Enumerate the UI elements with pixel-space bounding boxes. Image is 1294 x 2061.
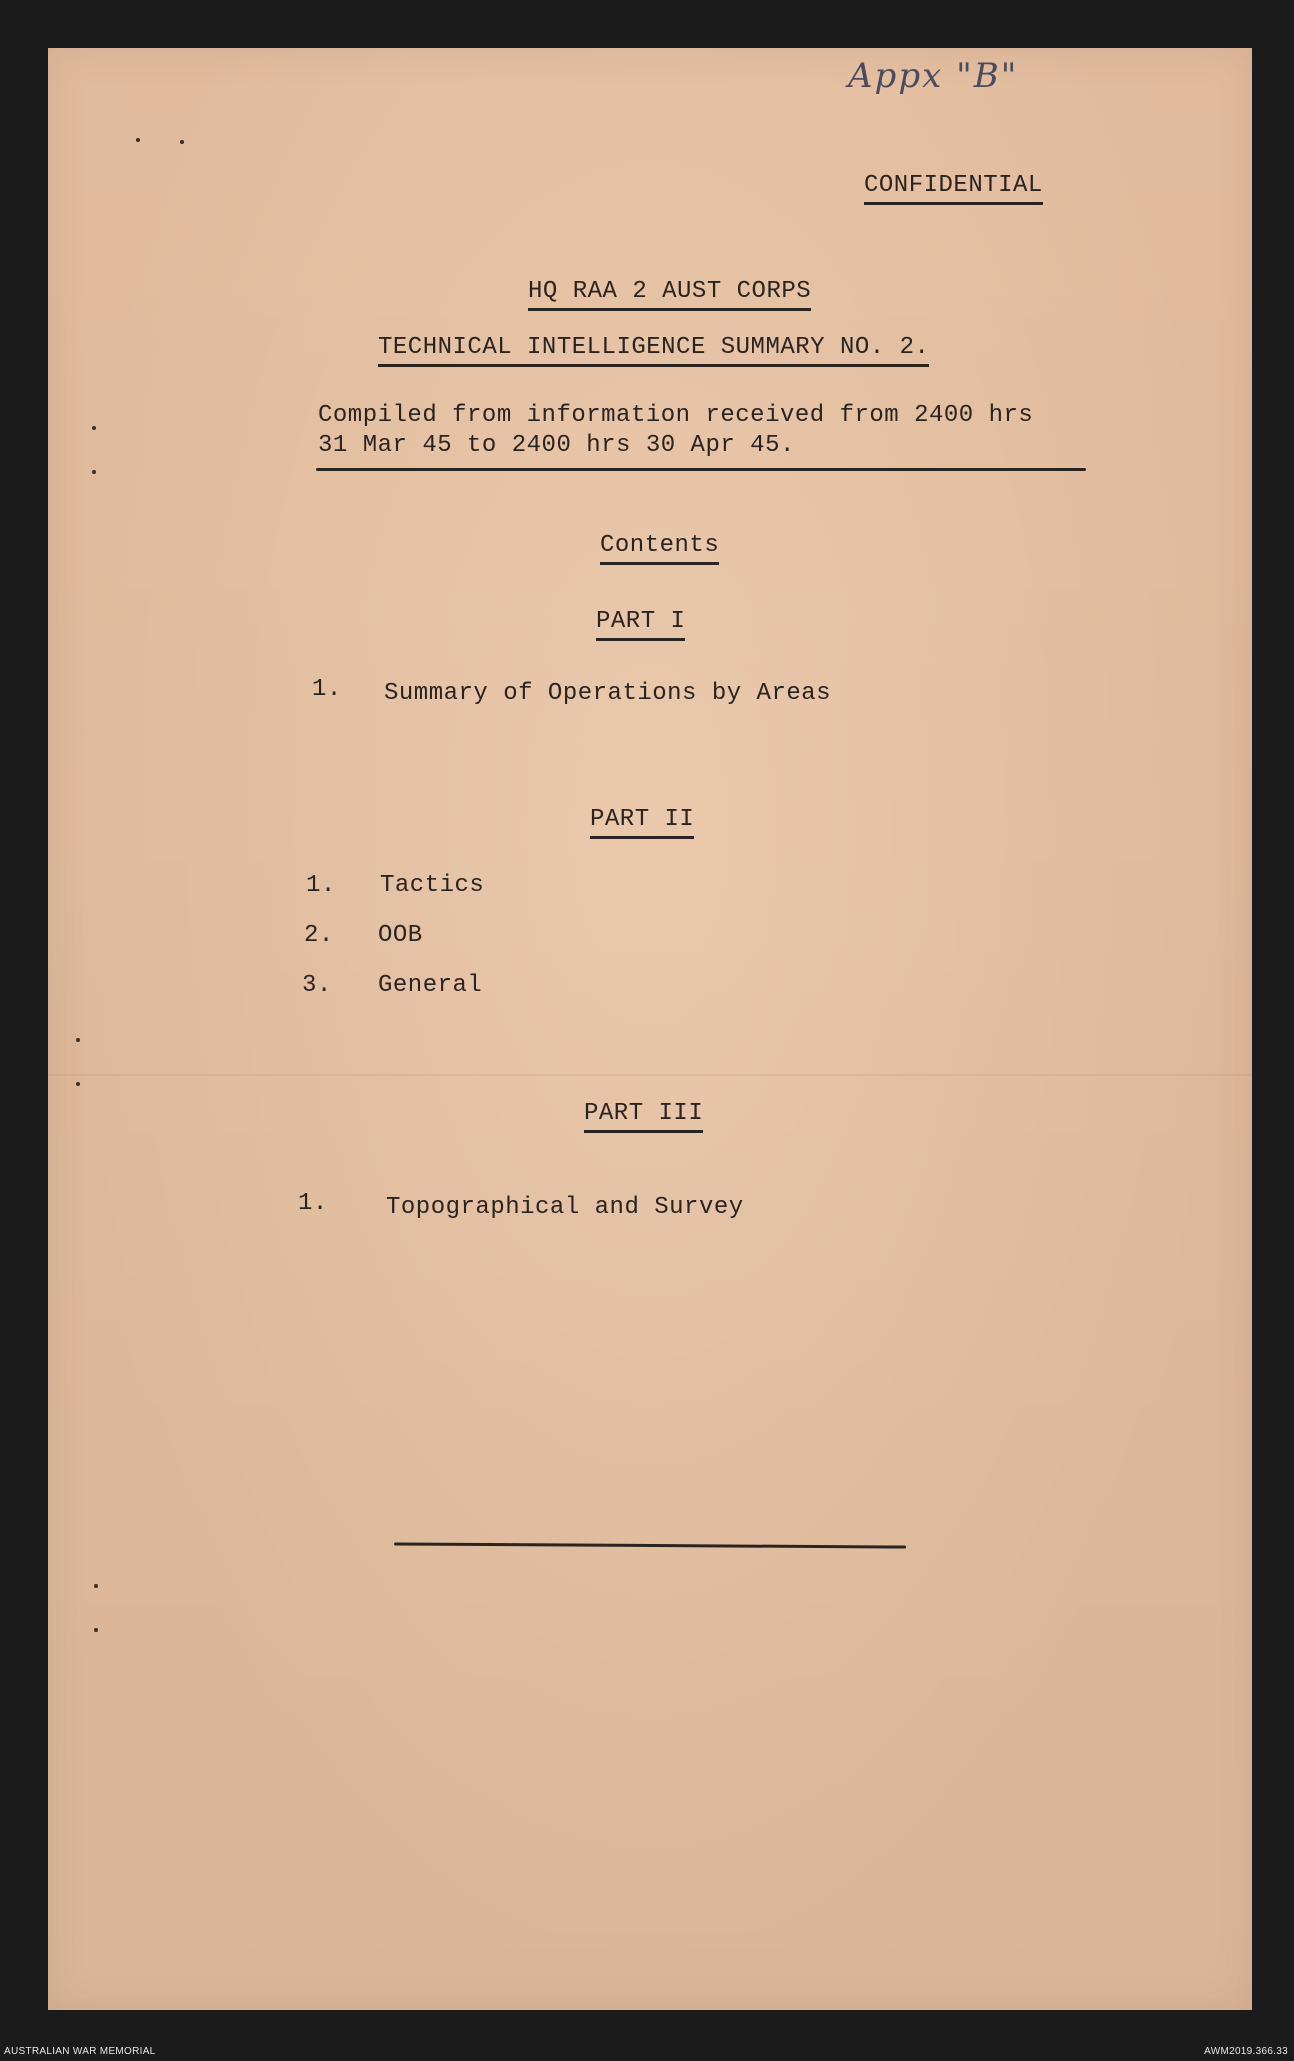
part-1-item-1-number: 1. [312,676,342,703]
document-page [48,48,1252,2010]
contents-heading: Contents [600,532,719,565]
compiled-underline [316,468,1086,471]
document-title: TECHNICAL INTELLIGENCE SUMMARY NO. 2. [378,334,929,367]
part-3-item-1-text: Topographical and Survey [386,1194,744,1221]
edge-mark [94,1584,98,1588]
compiled-line-2: 31 Mar 45 to 2400 hrs 30 Apr 45. [318,432,795,459]
part-2-item-3-number: 3. [302,972,332,999]
handwritten-annotation: Appx "B" [848,56,1019,96]
edge-mark [94,1628,98,1632]
part-3-title: PART III [584,1100,703,1133]
footer-archive-name: AUSTRALIAN WAR MEMORIAL [4,2046,156,2057]
part-2-item-1-text: Tactics [380,872,485,899]
part-2-item-3-text: General [378,972,483,999]
edge-mark [92,470,96,474]
edge-mark [92,426,96,430]
edge-mark [76,1082,80,1086]
unit-heading: HQ RAA 2 AUST CORPS [528,278,811,311]
edge-mark [76,1038,80,1042]
part-2-title: PART II [590,806,694,839]
part-1-title: PART I [596,608,685,641]
part-2-item-2-text: OOB [378,922,423,949]
part-1-item-1-text: Summary of Operations by Areas [384,680,832,707]
classification-mark: CONFIDENTIAL [864,172,1043,205]
part-2-item-1-number: 1. [306,872,336,899]
compiled-line-1: Compiled from information received from 2400 hrs [318,402,1034,429]
part-3-item-1-number: 1. [298,1190,328,1217]
fold-line [48,1074,1252,1076]
punch-mark [136,138,140,142]
footer-accession-number: AWM2019.366.33 [1204,2046,1288,2057]
punch-mark [180,140,184,144]
closing-rule [394,1542,906,1548]
part-2-item-2-number: 2. [304,922,334,949]
